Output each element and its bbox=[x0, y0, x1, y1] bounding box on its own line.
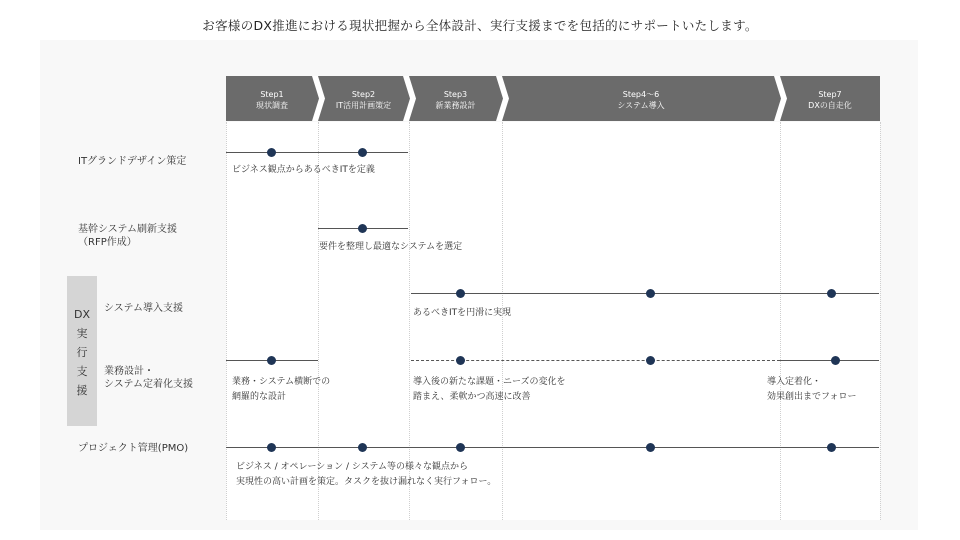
desc-business-design-a bbox=[232, 375, 330, 405]
step-1-name: 現状調査 bbox=[256, 101, 288, 110]
desc-business-design-a-line1: 業務・システム横断での bbox=[232, 377, 331, 387]
milestone-dot bbox=[358, 148, 367, 157]
step-1-number: Step1 bbox=[260, 90, 284, 99]
step-7-name: DXの自走化 bbox=[808, 101, 852, 110]
step-4-6 bbox=[502, 76, 780, 121]
milestone-dot bbox=[358, 443, 367, 452]
row-label-pmo: プロジェクト管理(PMO) bbox=[78, 443, 189, 454]
desc-business-design-b bbox=[413, 375, 566, 405]
column-divider bbox=[780, 122, 781, 520]
row-label-core-system-line2: （RFP作成） bbox=[78, 237, 137, 248]
step-3-number: Step3 bbox=[443, 90, 468, 99]
chevron-arrow-icon bbox=[403, 76, 417, 121]
column-divider bbox=[880, 122, 881, 520]
desc-pmo-line2: 実現性の高い計画を策定。タスクを抜け漏れなく実行フォロー。 bbox=[236, 477, 497, 487]
step-2 bbox=[318, 76, 409, 121]
row-label-it-grand-design: ITグランドデザイン策定 bbox=[78, 156, 187, 167]
step-7-number: Step7 bbox=[818, 90, 842, 99]
milestone-dot bbox=[267, 356, 276, 365]
step-1 bbox=[226, 76, 318, 121]
dx-label-char: DX bbox=[73, 308, 90, 321]
milestone-dot bbox=[456, 443, 465, 452]
step-7 bbox=[780, 76, 880, 121]
desc-pmo-line1: ビジネス / オペレーション / システム等の様々な観点から bbox=[236, 462, 468, 472]
step-4-6-number: Step4〜6 bbox=[622, 90, 660, 99]
step-4-6-name: システム導入 bbox=[617, 101, 665, 110]
chevron-arrow-icon bbox=[774, 76, 788, 121]
desc-system-intro: あるべきITを円滑に実現 bbox=[413, 308, 512, 318]
desc-business-design-c-line1: 導入定着化・ bbox=[767, 377, 822, 387]
dx-support-group-label bbox=[67, 305, 97, 400]
desc-business-design-a-line2: 網羅的な設計 bbox=[232, 392, 287, 402]
timeline-line-business-followup bbox=[780, 360, 879, 361]
step-header bbox=[226, 76, 880, 121]
step-2-number: Step2 bbox=[351, 90, 376, 99]
desc-business-design-c bbox=[767, 375, 857, 405]
timeline-line-system-intro bbox=[411, 293, 879, 294]
row-label-core-system bbox=[78, 223, 177, 249]
step-3-name: 新業務設計 bbox=[435, 101, 476, 110]
milestone-dot bbox=[267, 148, 276, 157]
dx-label-char: 実 bbox=[76, 327, 88, 340]
step-3 bbox=[409, 76, 502, 121]
row-label-business-design-line1: 業務設計・ bbox=[104, 366, 154, 377]
step-2-name: IT活用計画策定 bbox=[335, 101, 392, 110]
row-label-business-design bbox=[104, 365, 193, 391]
row-label-core-system-line1: 基幹システム刷新支援 bbox=[78, 224, 177, 235]
milestone-dot bbox=[646, 356, 655, 365]
milestone-dot bbox=[831, 356, 840, 365]
timeline-line-it-grand-design bbox=[226, 152, 408, 153]
milestone-dot bbox=[646, 289, 655, 298]
milestone-dot bbox=[456, 356, 465, 365]
dx-label-char: 支 bbox=[76, 365, 88, 378]
column-divider bbox=[502, 122, 503, 520]
dx-label-char: 行 bbox=[76, 346, 88, 359]
row-label-business-design-line2: システム定着化支援 bbox=[104, 379, 193, 390]
milestone-dot bbox=[827, 289, 836, 298]
milestone-dot bbox=[358, 224, 367, 233]
timeline-dashed-line-business-improvement bbox=[411, 360, 780, 361]
desc-business-design-c-line2: 効果創出までフォロー bbox=[767, 392, 857, 402]
chevron-arrow-icon bbox=[312, 76, 326, 121]
dx-label-char: 援 bbox=[76, 384, 88, 397]
row-label-system-intro: システム導入支援 bbox=[104, 303, 183, 314]
headline: お客様のDX推進における現状把握から全体設計、実行支援までを包括的にサポートいたします。 bbox=[202, 18, 758, 33]
milestone-dot bbox=[646, 443, 655, 452]
desc-it-grand-design: ビジネス観点からあるべきITを定義 bbox=[232, 165, 375, 175]
timeline-line-pmo bbox=[226, 447, 879, 448]
desc-pmo bbox=[236, 460, 496, 490]
milestone-dot bbox=[456, 289, 465, 298]
chevron-arrow-icon bbox=[496, 76, 510, 121]
milestone-dot bbox=[267, 443, 276, 452]
column-divider bbox=[226, 122, 227, 520]
milestone-dot bbox=[827, 443, 836, 452]
desc-business-design-b-line2: 踏まえ、柔軟かつ高速に改善 bbox=[413, 392, 531, 402]
desc-core-system: 要件を整理し最適なシステムを選定 bbox=[319, 242, 463, 252]
desc-business-design-b-line1: 導入後の新たな課題・ニーズの変化を bbox=[413, 377, 566, 387]
